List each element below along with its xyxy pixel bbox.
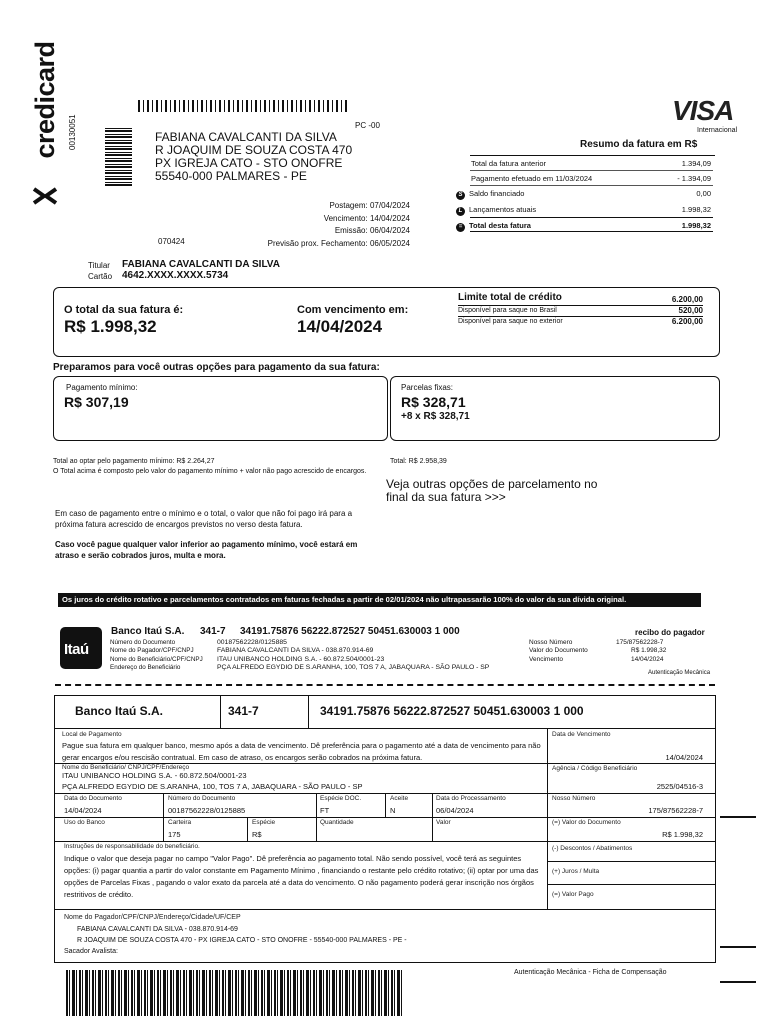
venc-value: 14/04/2024 — [665, 753, 703, 762]
uso-label: Uso do Banco — [64, 819, 105, 826]
min-total: Total ao optar pelo pagamento mínimo: R$ 2.264,27 — [53, 458, 215, 465]
valor-pago-label: (=) Valor Pago — [552, 891, 594, 898]
recibo-fields — [110, 639, 520, 673]
local-text: Pague sua fatura em qualquer banco, mesmo após a data de vencimento. Dê preferência para o pagamento até a data de vencimento para não gerar encargos e/ou rescisão contratual. Em caso de atraso, os encargos serão cobrados na próxima fatura. — [62, 741, 541, 762]
pagador2: R JOAQUIM DE SOUZA COSTA 470 - PX IGREJA CATO - STO ONOFRE - 55540-000 PALMARES - PE - — [77, 937, 407, 944]
note-late: Caso você pague qualquer valor inferior ao pagamento mínimo, você estará em atraso e serão cobrados juros, multa e mora. — [55, 540, 358, 560]
limit-row: Disponível para saque no exterior 6.200,00 — [458, 317, 703, 326]
instr-label: Instruções de responsabilidade do beneficiário. — [64, 843, 200, 850]
data-doc: 14/04/2024 — [64, 806, 102, 815]
credicard-wordmark: credicard — [30, 41, 60, 159]
min-note: O Total acima é composto pelo valor do pagamento mínimo + valor não pago acrescido de encargos. — [53, 468, 367, 475]
agencia-label: Agência / Código Beneficiário — [552, 765, 638, 772]
agencia-value: 2525/04516-3 — [656, 782, 703, 791]
visa-logo: VISA — [672, 95, 734, 126]
nosso-label: Nosso Número — [552, 795, 596, 802]
lancamentos-icon: L — [456, 207, 465, 216]
aceite: N — [390, 806, 396, 815]
venc-label: Data de Vencimento — [552, 731, 611, 738]
total-icon: = — [456, 223, 465, 232]
recibo-field: Nome do Pagador/CPF/CNPJ FABIANA CAVALCANTI DA SILVA - 038.870.914-69 — [110, 647, 374, 655]
ficha-box — [54, 695, 716, 963]
ficha-code: 341-7 — [228, 704, 259, 718]
recibo-right-row: Valor do Documento R$ 1.998,32 — [529, 647, 667, 655]
pagador-label: Nome do Pagador/CPF/CNPJ/Endereço/Cidade/UF/CEP — [64, 914, 241, 921]
sacador: Sacador Avalista: — [64, 948, 118, 955]
local-label: Local de Pagamento — [62, 731, 122, 738]
recibo-field: Nome do Beneficiário/CPF/CNPJ ITAU UNIBANCO HOLDING S.A. - 60.872.504/0001-23 — [110, 655, 385, 663]
aceite-label: Aceite — [390, 795, 409, 802]
dates-block — [240, 200, 410, 250]
date-fechamento: Previsão prox. Fechamento: 06/05/2024 — [267, 238, 410, 248]
date-vencimento: Vencimento: 14/04/2024 — [323, 213, 410, 223]
min-label: Pagamento mínimo: — [66, 383, 138, 392]
num-doc-label: Número do Documento — [168, 795, 236, 802]
recibo-autent: Autenticação Mecânica — [648, 670, 711, 676]
recibo-right-row: Vencimento 14/04/2024 — [529, 655, 664, 663]
date-emissao: Emissão: 06/04/2024 — [334, 226, 410, 235]
titular-label: Titular — [88, 261, 110, 270]
cut-line — [55, 684, 715, 686]
limit-row: Disponível para saque no Brasil 520,00 — [458, 306, 703, 315]
especie-doc-label: Espécie DOC. — [320, 795, 362, 802]
more-options-link[interactable]: Veja outras opções de parcelamento no final da sua fatura >>> — [386, 477, 598, 504]
saldo-icon: S — [456, 191, 465, 200]
summary-row: Pagamento efetuado em 11/03/2024 - 1.394,09 — [470, 171, 713, 186]
mail-code: 070424 — [158, 237, 185, 246]
limit-block — [458, 292, 703, 328]
recibo-right — [529, 639, 669, 664]
benef-line2: PÇA ALFREDO EGYDIO DE S.ARANHA, 100, TOS 7 A, JABAQUARA - SÃO PAULO - SP — [62, 782, 363, 791]
recibo-line: 34191.75876 56222.872527 50451.630003 1 000 — [240, 626, 460, 637]
valor-doc: R$ 1.998,32 — [662, 830, 703, 839]
benef-label: Nome do Beneficiário/ CNPJ/CPF/Endereço — [62, 764, 190, 771]
benef-line1: ITAU UNIBANCO HOLDING S.A. - 60.872.504/0001-23 — [62, 771, 247, 780]
especie-doc: FT — [320, 806, 330, 815]
summary-row: Total da fatura anterior 1.394,09 — [470, 156, 713, 171]
min-value: R$ 307,19 — [64, 394, 129, 410]
pc-code: PC -00 — [355, 121, 380, 130]
recibo-bank: Banco Itaú S.A. — [111, 626, 185, 637]
nosso: 175/87562228-7 — [648, 806, 703, 815]
cartao-label: Cartão — [88, 272, 113, 281]
recibo-field: Número do Documento 00187562228/0125885 — [110, 639, 287, 646]
instr-text: Indique o valor que deseja pagar no campo "Valor Pago". Dê preferência ao pagamento total. Não sendo possível, você terá as seguintes opções: (i) pagar quantia a partir do valor constante em Pagamento Mínimo , financiando o restante pelo crédito rotativo; (ii) optar por uma das opções de Parcelas Fixas , pagando o valor exato da parcela até a data do vencimento. O não pagamento poderá gerar inscrição nos órgãos restritivos de crédito. — [64, 854, 539, 899]
juros-label: (+) Juros / Multa — [552, 868, 600, 875]
limit-title-row: Limite total de crédito 6.200,00 — [458, 292, 703, 304]
options-heading: Preparamos para você outras opções para pagamento da sua fatura: — [53, 362, 380, 373]
carteira-label: Carteira — [168, 819, 192, 826]
due-label: Com vencimento em: — [297, 304, 409, 316]
vertical-code: 00130051 — [68, 114, 77, 150]
descontos-label: (-) Descontos / Abatimentos — [552, 845, 633, 852]
ficha-line: 34191.75876 56222.872527 50451.630003 1 000 — [320, 704, 584, 718]
date-postagem: Postagem: 07/04/2024 — [329, 201, 410, 210]
recibo-field: Endereço do Beneficiário PÇA ALFREDO EGYDIO DE S.ARANHA, 100, TOS 7 A, JABAQUARA - SÃO PAULO - SP — [110, 664, 490, 672]
especie-label: Espécie — [252, 819, 276, 826]
parc-total: Total: R$ 2.958,39 — [390, 458, 447, 465]
summary-table — [458, 155, 715, 235]
due-value: 14/04/2024 — [297, 317, 383, 336]
addressee-name: FABIANA CAVALCANTI DA SILVA — [155, 130, 337, 144]
data-proc-label: Data do Processamento — [436, 795, 506, 802]
pagador1: FABIANA CAVALCANTI DA SILVA - 038.870.914-69 — [77, 926, 238, 933]
summary-total-row: = Total desta fatura 1.998,32 — [470, 217, 713, 232]
interest-banner: Os juros do crédito rotativo e parcelamentos contratados em faturas fechadas a partir de 02/01/2024 não ultrapassarão 100% do valor da sua dívida original. — [58, 593, 701, 607]
note-partial: Em caso de pagamento entre o mínimo e o total, o valor que não foi pago irá para a próxima fatura acrescido de encargos previstos no verso desta fatura. — [55, 509, 353, 529]
ficha-bank: Banco Itaú S.A. — [75, 704, 164, 718]
address-district: PX IGREJA CATO - STO ONOFRE — [155, 156, 343, 170]
recibo-title: recibo do pagador — [635, 628, 705, 637]
total-value: R$ 1.998,32 — [64, 317, 157, 336]
recibo-right-row: Nosso Número 175/87562228-7 — [529, 639, 664, 646]
parc-sub: +8 x R$ 328,71 — [401, 411, 470, 422]
credicard-logo — [30, 25, 60, 205]
parc-value: R$ 328,71 — [401, 394, 466, 410]
qtd-label: Quantidade — [320, 819, 354, 826]
titular-name: FABIANA CAVALCANTI DA SILVA — [122, 259, 280, 270]
summary-row: S Saldo financiado 0,00 — [470, 186, 713, 201]
itau-logo: Itaú — [60, 627, 102, 669]
parc-label: Parcelas fixas: — [401, 383, 454, 392]
data-doc-label: Data do Documento — [64, 795, 122, 802]
carteira: 175 — [168, 830, 181, 839]
total-label: O total da sua fatura é: — [64, 304, 184, 316]
valor-doc-label: (=) Valor do Documento — [552, 819, 621, 826]
boleto-barcode — [66, 970, 402, 1016]
address-street: R JOAQUIM DE SOUZA COSTA 470 — [155, 143, 353, 157]
summary-row: L Lançamentos atuais 1.998,32 — [470, 202, 713, 217]
especie: R$ — [252, 830, 262, 839]
num-doc: 00187562228/0125885 — [168, 806, 246, 815]
cartao-number: 4642.XXXX.XXXX.5734 — [122, 270, 229, 281]
credicard-symbol-icon — [32, 185, 58, 207]
data-proc: 06/04/2024 — [436, 806, 474, 815]
postal-barcode — [138, 100, 348, 112]
address-city: 55540-000 PALMARES - PE — [155, 169, 307, 183]
recibo-code: 341-7 — [200, 626, 226, 637]
valor-label: Valor — [436, 819, 451, 826]
visa-subtitle: Internacional — [697, 127, 738, 134]
ficha-autent: Autenticação Mecânica - Ficha de Compensação — [514, 969, 667, 976]
summary-title: Resumo da fatura em R$ — [580, 139, 698, 150]
vertical-barcode — [105, 128, 132, 186]
